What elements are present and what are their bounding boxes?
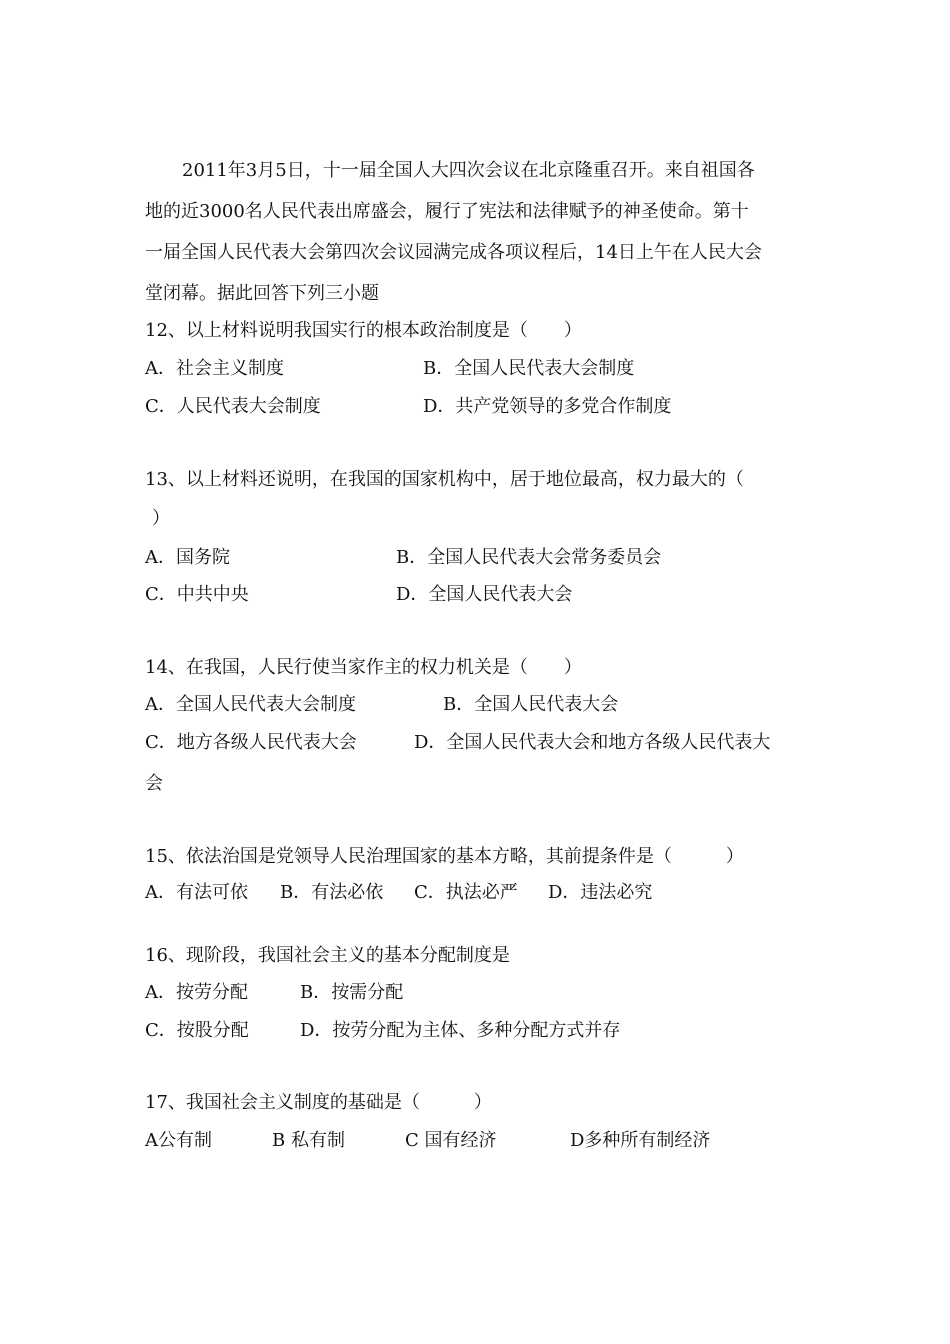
question-13-option-c: C．中共中央 [145,584,249,605]
question-12-stem: 12、以上材料说明我国实行的根本政治制度是（ ） [145,320,582,341]
question-14-option-a: A．全国人民代表大会制度 [145,694,356,715]
question-17-option-c: C 国有经济 [405,1130,497,1151]
question-13-option-b: B．全国人民代表大会常务委员会 [396,547,662,568]
question-17-option-b: B 私有制 [272,1130,345,1151]
question-13-option-a: A．国务院 [145,547,230,568]
question-15-option-d: D．违法必究 [548,882,653,903]
question-14-option-b: B．全国人民代表大会 [443,694,619,715]
question-16-stem: 16、现阶段，我国社会主义的基本分配制度是 [145,945,510,966]
question-17-option-a: A公有制 [145,1130,212,1151]
question-14-option-d: D．全国人民代表大会和地方各级人民代表大 [414,732,771,753]
question-12-option-a: A．社会主义制度 [145,358,284,379]
question-12-option-b: B．全国人民代表大会制度 [423,358,635,379]
question-12-option-d: D．共产党领导的多党合作制度 [423,396,672,417]
question-14-option-d-continued: 会 [145,773,163,794]
question-13-option-d: D．全国人民代表大会 [396,584,573,605]
passage-line-3: 一届全国人民代表大会第四次会议园满完成各项议程后，14日上午在人民大会 [145,242,762,263]
question-13-stem-continued: ） [152,508,170,529]
question-15-option-c: C．执法必严 [414,882,518,903]
question-17-stem: 17、我国社会主义制度的基础是（ ） [145,1092,492,1113]
passage-line-2: 地的近3000名人民代表出席盛会，履行了宪法和法律赋予的神圣使命。第十 [145,201,749,222]
question-16-option-b: B．按需分配 [300,982,404,1003]
question-14-option-c: C．地方各级人民代表大会 [145,732,357,753]
question-15-stem: 15、依法治国是党领导人民治理国家的基本方略，其前提条件是（ ） [145,846,744,867]
question-16-option-a: A．按劳分配 [145,982,248,1003]
question-12-option-c: C．人民代表大会制度 [145,396,321,417]
question-15-option-b: B．有法必依 [280,882,384,903]
question-15-option-a: A．有法可依 [145,882,248,903]
question-17-option-d: D多种所有制经济 [570,1130,711,1151]
question-14-stem: 14、在我国，人民行使当家作主的权力机关是（ ） [145,657,582,678]
question-16-option-d: D．按劳分配为主体、多种分配方式并存 [300,1020,621,1041]
question-16-option-c: C．按股分配 [145,1020,249,1041]
question-13-stem: 13、以上材料还说明，在我国的国家机构中，居于地位最高，权力最大的（ [145,469,744,490]
passage-line-4: 堂闭幕。据此回答下列三小题 [145,283,379,304]
passage-line-1: 2011年3月5日，十一届全国人大四次会议在北京隆重召开。来自祖国各 [182,160,755,181]
